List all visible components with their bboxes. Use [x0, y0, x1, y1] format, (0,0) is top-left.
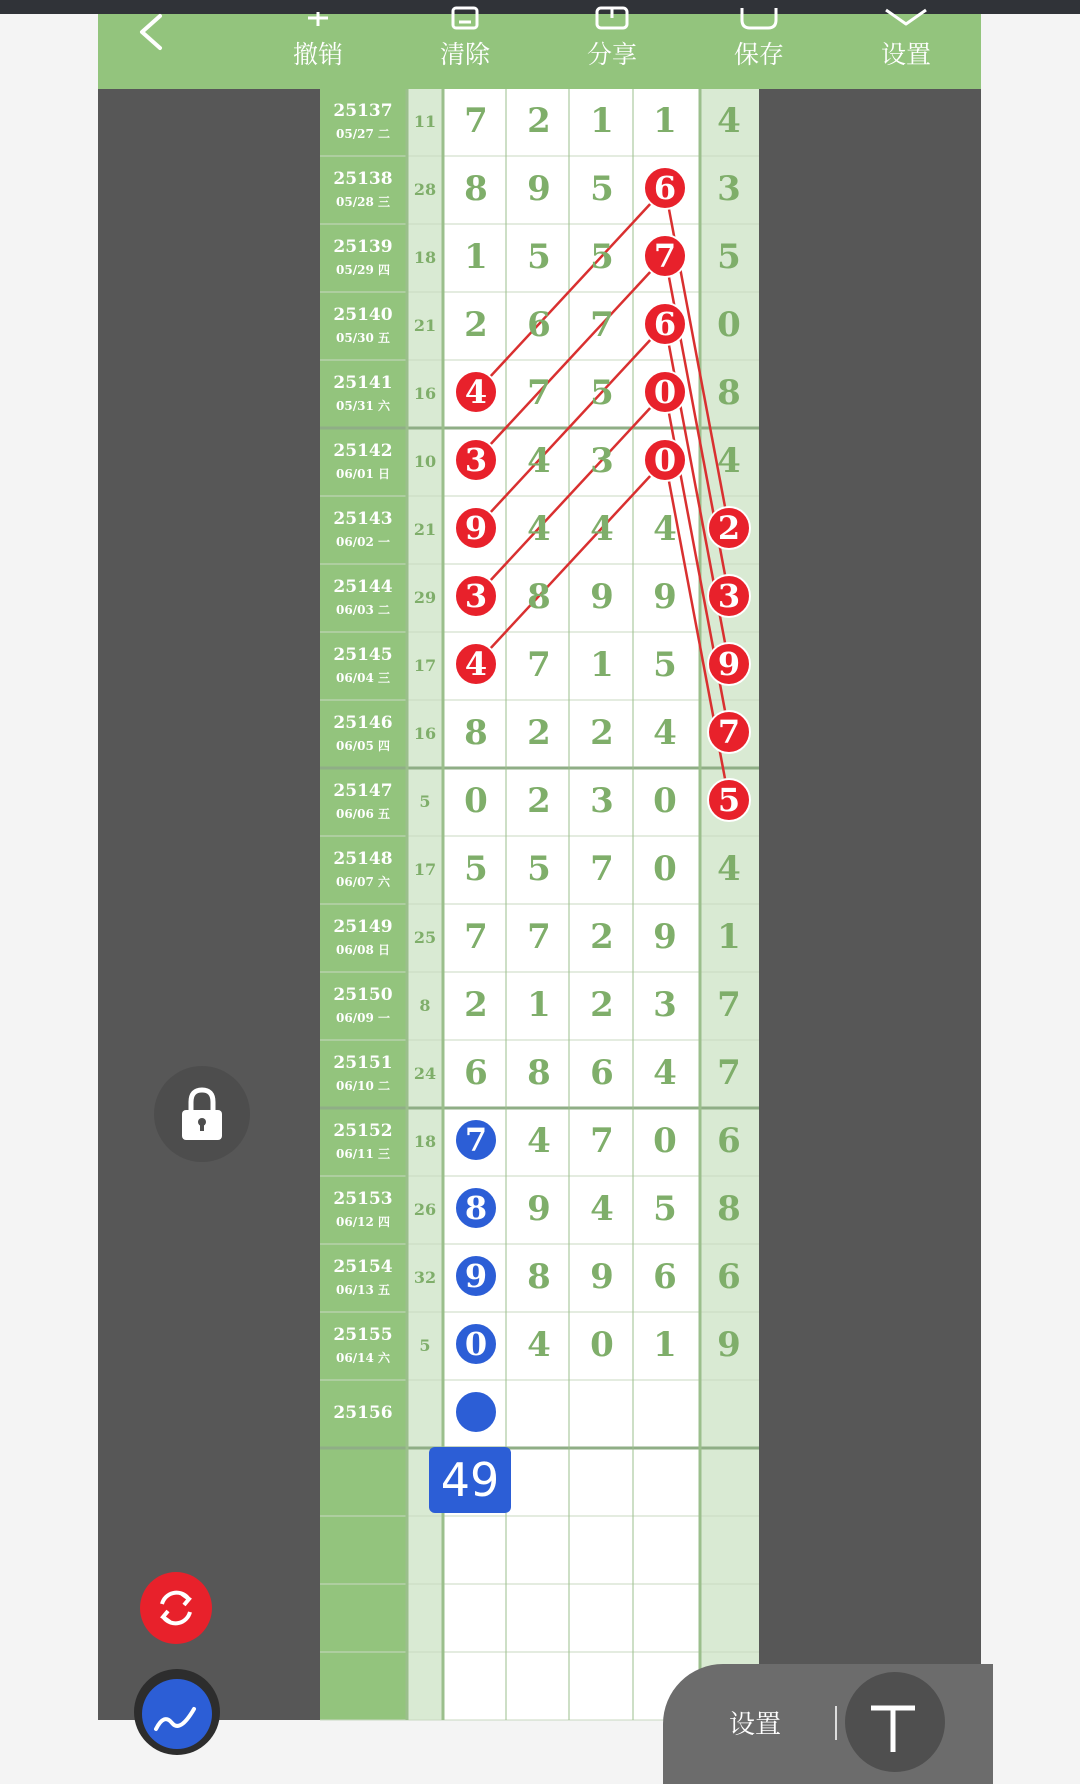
- digit-cell[interactable]: 1: [590, 101, 614, 141]
- row-sum: 29: [413, 588, 437, 607]
- digit-cell[interactable]: 8: [717, 373, 741, 413]
- share-label: 分享: [586, 40, 637, 69]
- pen-button[interactable]: [134, 1669, 220, 1755]
- row-issue: 25138: [333, 169, 393, 189]
- digit-cell[interactable]: 9: [717, 1325, 741, 1365]
- row-issue: 25137: [333, 101, 393, 121]
- digit-cell[interactable]: 9: [527, 1189, 551, 1229]
- digit-cell[interactable]: 7: [464, 1121, 488, 1159]
- digit-cell[interactable]: 1: [717, 917, 741, 957]
- row-date: 06/03 二: [336, 603, 390, 617]
- row-date: 06/04 三: [336, 671, 390, 685]
- row-date: 06/08 日: [336, 943, 390, 957]
- row-issue: 25155: [333, 1325, 393, 1345]
- digit-cell[interactable]: 4: [653, 713, 677, 753]
- digit-cell[interactable]: 9: [653, 917, 677, 957]
- refresh-icon: [140, 1572, 212, 1644]
- save-button[interactable]: [704, 14, 814, 89]
- row-date: 06/14 六: [336, 1351, 390, 1365]
- settings-icon: [851, 8, 961, 32]
- digit-cell[interactable]: 8: [464, 169, 488, 209]
- text-tool-icon: [845, 1672, 945, 1772]
- digit-cell[interactable]: 7: [590, 305, 614, 345]
- row-date: 06/01 日: [336, 467, 390, 481]
- next-pick-dot[interactable]: [455, 1391, 497, 1433]
- digit-cell[interactable]: 3: [464, 441, 488, 479]
- row-issue: 25144: [333, 577, 393, 597]
- digit-cell[interactable]: 5: [653, 1189, 677, 1229]
- digit-cell[interactable]: 4: [653, 1053, 677, 1093]
- digit-cell[interactable]: 4: [527, 1121, 551, 1161]
- digit-cell[interactable]: 6: [653, 305, 677, 343]
- row-issue: 25148: [333, 849, 393, 869]
- row-issue: 25154: [333, 1257, 393, 1277]
- digit-cell[interactable]: 1: [590, 645, 614, 685]
- row-sum: 24: [413, 1064, 437, 1083]
- back-button[interactable]: [128, 14, 176, 62]
- row-sum: 16: [413, 724, 437, 743]
- settings-label: 设置: [880, 40, 931, 69]
- digit-cell[interactable]: 0: [590, 1325, 614, 1365]
- digit-cell[interactable]: 7: [464, 101, 488, 141]
- save-label: 保存: [733, 40, 784, 69]
- digit-cell[interactable]: 4: [717, 849, 741, 889]
- row-sum: 28: [413, 180, 437, 199]
- digit-cell[interactable]: 5: [653, 645, 677, 685]
- digit-cell[interactable]: 7: [717, 1053, 741, 1093]
- clear-button[interactable]: [410, 14, 520, 89]
- share-button[interactable]: [557, 14, 667, 89]
- row-date: 05/27 二: [336, 127, 390, 141]
- digit-cell[interactable]: 7: [717, 985, 741, 1025]
- digit-cell[interactable]: 5: [527, 237, 551, 277]
- row-date: 06/10 二: [336, 1079, 390, 1093]
- bottom-settings-panel[interactable]: [663, 1664, 993, 1784]
- digit-cell[interactable]: 4: [464, 373, 488, 411]
- back-arrow-icon: [128, 14, 176, 62]
- digit-cell[interactable]: 6: [527, 305, 551, 345]
- pen-icon: [142, 1679, 212, 1749]
- count-badge-value: 49: [440, 1453, 500, 1507]
- digit-cell[interactable]: 8: [527, 1257, 551, 1297]
- share-icon: [557, 8, 667, 32]
- row-sum: 8: [419, 996, 431, 1015]
- digit-cell[interactable]: 7: [717, 713, 741, 751]
- row-sum: 17: [413, 656, 437, 675]
- digit-cell[interactable]: 5: [590, 169, 614, 209]
- text-tool-button[interactable]: [845, 1672, 945, 1772]
- digit-cell[interactable]: 1: [464, 237, 488, 277]
- row-sum: 17: [413, 860, 437, 879]
- clear-label: 清除: [439, 40, 490, 69]
- digit-cell[interactable]: 0: [653, 781, 677, 821]
- digit-cell[interactable]: 4: [527, 1325, 551, 1365]
- save-icon: [704, 8, 814, 32]
- digit-cell[interactable]: 7: [527, 917, 551, 957]
- pen-button-face: [142, 1679, 212, 1749]
- row-date: 06/02 一: [336, 535, 390, 549]
- digit-cell[interactable]: 5: [590, 373, 614, 413]
- digit-cell[interactable]: 9: [590, 1257, 614, 1297]
- digit-cell[interactable]: 4: [590, 1189, 614, 1229]
- digit-cell[interactable]: 1: [527, 985, 551, 1025]
- settings-button[interactable]: [851, 14, 961, 89]
- digit-cell[interactable]: 0: [653, 1121, 677, 1161]
- row-date: 06/05 四: [336, 739, 390, 753]
- chart-app: [98, 14, 981, 1740]
- lock-button[interactable]: [154, 1066, 250, 1162]
- trash-icon: [410, 8, 520, 32]
- digit-cell[interactable]: 7: [527, 645, 551, 685]
- digit-cell[interactable]: 6: [590, 1053, 614, 1093]
- digit-cell[interactable]: 0: [464, 1325, 488, 1363]
- digit-cell[interactable]: 5: [464, 849, 488, 889]
- digit-cell[interactable]: 4: [717, 441, 741, 481]
- digit-cell[interactable]: 3: [464, 577, 488, 615]
- digit-cell[interactable]: 0: [464, 781, 488, 821]
- digit-cell[interactable]: 7: [590, 849, 614, 889]
- digit-cell[interactable]: 6: [717, 1257, 741, 1297]
- digit-cell[interactable]: 4: [527, 509, 551, 549]
- digit-cell[interactable]: 6: [653, 169, 677, 207]
- digit-cell[interactable]: 2: [527, 781, 551, 821]
- row-date: 06/07 六: [336, 875, 390, 889]
- row-issue: 25150: [333, 985, 393, 1005]
- bottom-settings-label[interactable]: 设置: [729, 1710, 782, 1740]
- row-issue: 25149: [333, 917, 393, 937]
- digit-cell[interactable]: 1: [653, 101, 677, 141]
- row-issue: 25147: [333, 781, 393, 801]
- row-issue: 25142: [333, 441, 393, 461]
- row-date: 05/31 六: [336, 399, 390, 413]
- digit-cell[interactable]: 8: [527, 1053, 551, 1093]
- row-issue: 25141: [333, 373, 393, 393]
- row-issue: 25139: [333, 237, 393, 257]
- digit-cell[interactable]: 0: [653, 849, 677, 889]
- row-issue: 25143: [333, 509, 393, 529]
- digit-cell[interactable]: 7: [527, 373, 551, 413]
- row-sum: 21: [413, 520, 437, 539]
- digit-cell[interactable]: 7: [590, 1121, 614, 1161]
- row-sum: 32: [413, 1268, 437, 1287]
- digit-cell[interactable]: 4: [527, 441, 551, 481]
- next-issue-label: 25156: [333, 1403, 393, 1423]
- digit-cell[interactable]: 9: [527, 169, 551, 209]
- digit-cell[interactable]: 9: [464, 1257, 488, 1295]
- undo-label: 撤销: [292, 40, 343, 69]
- row-sum: 18: [413, 248, 437, 267]
- row-sum: 5: [419, 1336, 431, 1355]
- digit-cell[interactable]: 3: [717, 169, 741, 209]
- row-sum: 26: [413, 1200, 437, 1219]
- row-date: 06/09 一: [336, 1011, 390, 1025]
- digit-cell[interactable]: 4: [464, 645, 488, 683]
- row-sum: 25: [413, 928, 437, 947]
- row-issue: 25153: [333, 1189, 393, 1209]
- digit-cell[interactable]: 9: [717, 645, 741, 683]
- digit-cell[interactable]: 9: [590, 577, 614, 617]
- digit-cell[interactable]: 8: [527, 577, 551, 617]
- digit-cell[interactable]: 1: [653, 1325, 677, 1365]
- digit-cell[interactable]: 9: [653, 577, 677, 617]
- undo-icon: [263, 8, 373, 32]
- digit-cell[interactable]: 5: [717, 237, 741, 277]
- digit-cell[interactable]: 5: [590, 237, 614, 277]
- refresh-button[interactable]: [140, 1572, 212, 1644]
- lock-icon: [154, 1066, 250, 1162]
- row-date: 05/29 四: [336, 263, 390, 277]
- digit-cell[interactable]: 3: [590, 781, 614, 821]
- digit-cell[interactable]: 6: [653, 1257, 677, 1297]
- digit-cell[interactable]: 2: [590, 713, 614, 753]
- trend-grid[interactable]: [98, 14, 981, 1720]
- row-issue: 25140: [333, 305, 393, 325]
- digit-cell[interactable]: 4: [717, 101, 741, 141]
- undo-button[interactable]: [263, 14, 373, 89]
- row-sum: 16: [413, 384, 437, 403]
- digit-cell[interactable]: 7: [464, 917, 488, 957]
- row-date: 06/12 四: [336, 1215, 390, 1229]
- row-sum: 18: [413, 1132, 437, 1151]
- row-sum: 21: [413, 316, 437, 335]
- digit-cell[interactable]: 5: [527, 849, 551, 889]
- row-issue: 25146: [333, 713, 393, 733]
- row-issue: 25152: [333, 1121, 393, 1141]
- row-sum: 11: [413, 112, 437, 131]
- digit-cell[interactable]: 8: [717, 1189, 741, 1229]
- digit-cell[interactable]: 6: [717, 1121, 741, 1161]
- digit-cell[interactable]: 2: [527, 713, 551, 753]
- digit-cell[interactable]: 8: [464, 713, 488, 753]
- digit-cell[interactable]: 2: [717, 509, 741, 547]
- row-date: 06/11 三: [336, 1147, 390, 1161]
- digit-cell[interactable]: 0: [653, 373, 677, 411]
- digit-cell[interactable]: 2: [590, 985, 614, 1025]
- digit-cell[interactable]: 3: [653, 985, 677, 1025]
- digit-cell[interactable]: 4: [653, 509, 677, 549]
- row-issue: 25151: [333, 1053, 393, 1073]
- digit-cell[interactable]: 0: [717, 305, 741, 345]
- row-issue: 25145: [333, 645, 393, 665]
- digit-cell[interactable]: 8: [464, 1189, 488, 1227]
- digit-cell[interactable]: 6: [464, 1053, 488, 1093]
- bottom-panel-divider: [835, 1706, 837, 1740]
- digit-cell[interactable]: 0: [653, 441, 677, 479]
- row-date: 06/13 五: [336, 1283, 390, 1297]
- row-date: 05/30 五: [336, 331, 390, 345]
- trend-grid-svg[interactable]: [98, 14, 981, 1720]
- digit-cell[interactable]: 2: [464, 985, 488, 1025]
- digit-cell[interactable]: 3: [590, 441, 614, 481]
- digit-cell[interactable]: 2: [464, 305, 488, 345]
- row-date: 05/28 三: [336, 195, 390, 209]
- digit-cell[interactable]: 4: [590, 509, 614, 549]
- digit-cell[interactable]: 5: [717, 781, 741, 819]
- digit-cell[interactable]: 3: [717, 577, 741, 615]
- digit-cell[interactable]: 2: [527, 101, 551, 141]
- row-sum: 5: [419, 792, 431, 811]
- row-date: 06/06 五: [336, 807, 390, 821]
- row-sum: 10: [413, 452, 437, 471]
- toolbar: [98, 14, 981, 89]
- digit-cell[interactable]: 7: [653, 237, 677, 275]
- digit-cell[interactable]: 2: [590, 917, 614, 957]
- digit-cell[interactable]: 9: [464, 509, 488, 547]
